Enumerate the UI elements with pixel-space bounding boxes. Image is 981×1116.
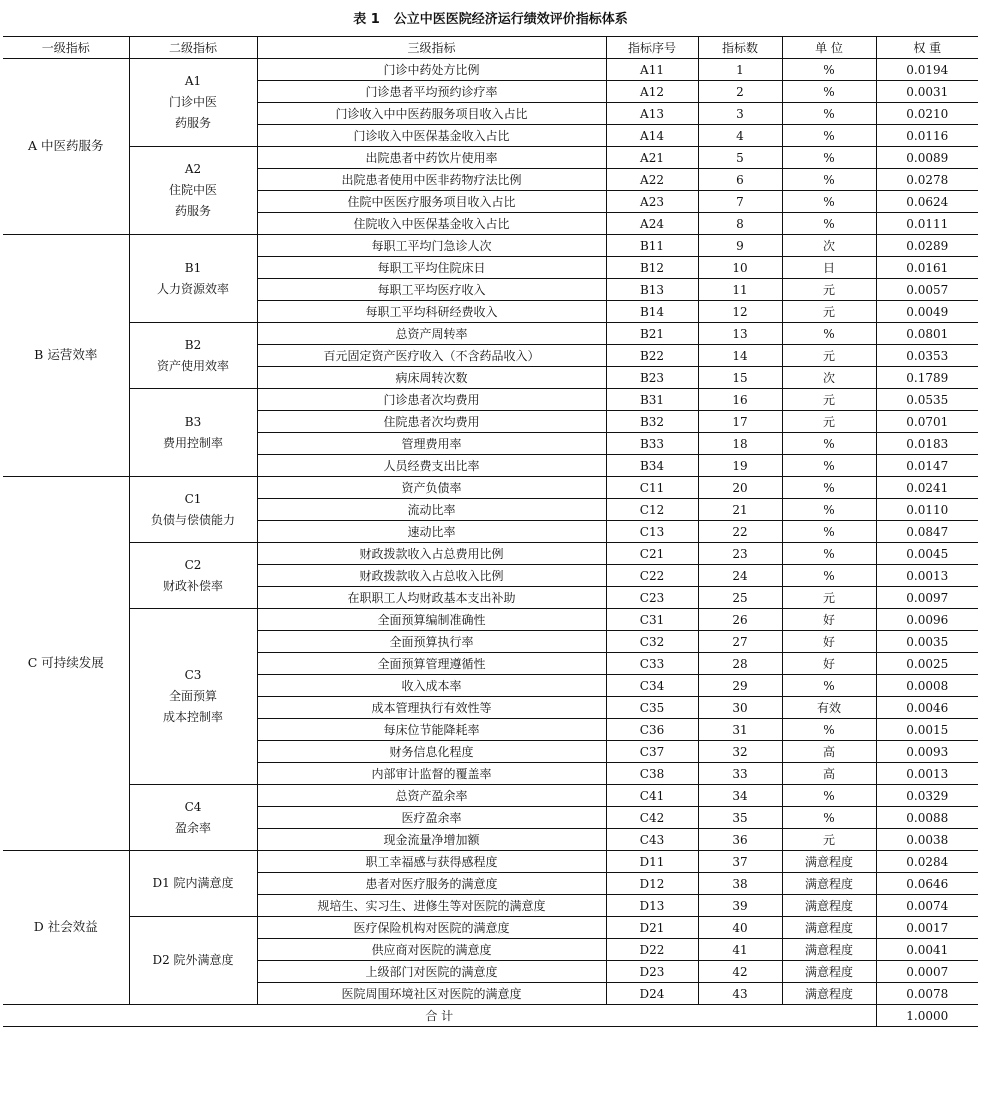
count-cell: 39 [698,895,782,917]
count-cell: 36 [698,829,782,851]
level2-cell [129,147,257,235]
count-cell: 13 [698,323,782,345]
weight-cell: 0.0278 [876,169,978,191]
level3-cell: 成本管理执行有效性等 [257,697,606,719]
weight-cell: 0.0031 [876,81,978,103]
code-cell: C31 [606,609,698,631]
header-count: 指标数 [698,37,782,59]
count-cell: 8 [698,213,782,235]
level3-cell: 医院周围环境社区对医院的满意度 [257,983,606,1005]
count-cell: 22 [698,521,782,543]
count-cell: 25 [698,587,782,609]
header-unit: 单 位 [782,37,876,59]
code-cell: D24 [606,983,698,1005]
level2-line: A2 [184,162,202,176]
table-row [3,851,978,873]
level2-cell [129,917,257,1005]
code-cell: D21 [606,917,698,939]
level3-cell: 每职工平均医疗收入 [257,279,606,301]
unit-cell: 满意程度 [782,873,876,895]
level2-cell [129,785,257,851]
code-cell: C41 [606,785,698,807]
count-cell: 4 [698,125,782,147]
code-cell: C21 [606,543,698,565]
level2-line: 资产使用效率 [156,358,229,373]
level3-cell: 内部审计监督的覆盖率 [257,763,606,785]
code-cell: C38 [606,763,698,785]
unit-cell: % [782,807,876,829]
table-row [3,785,978,807]
count-cell: 26 [698,609,782,631]
level3-cell: 总资产周转率 [257,323,606,345]
weight-cell: 0.0116 [876,125,978,147]
code-cell: A23 [606,191,698,213]
code-cell: B23 [606,367,698,389]
level2-cell [129,235,257,323]
level3-cell: 百元固定资产医疗收入（不含药品收入） [257,345,606,367]
code-cell: D13 [606,895,698,917]
level3-cell: 职工幸福感与获得感程度 [257,851,606,873]
unit-cell: % [782,323,876,345]
level2-cell [129,477,257,543]
code-cell: B22 [606,345,698,367]
level3-cell: 流动比率 [257,499,606,521]
weight-cell: 0.0078 [876,983,978,1005]
code-cell: A11 [606,59,698,81]
header-weight: 权 重 [876,37,978,59]
code-cell: A22 [606,169,698,191]
unit-cell: % [782,125,876,147]
count-cell: 9 [698,235,782,257]
unit-cell: % [782,455,876,477]
code-cell: C32 [606,631,698,653]
count-cell: 35 [698,807,782,829]
level2-line: B2 [184,337,202,352]
code-cell: B32 [606,411,698,433]
weight-cell: 0.0093 [876,741,978,763]
unit-cell: 元 [782,411,876,433]
level3-cell: 每职工平均住院床日 [257,257,606,279]
code-cell: C36 [606,719,698,741]
unit-cell: 元 [782,829,876,851]
unit-cell: % [782,81,876,103]
unit-cell: % [782,565,876,587]
weight-cell: 0.0046 [876,697,978,719]
unit-cell: 高 [782,763,876,785]
weight-cell: 0.0057 [876,279,978,301]
level3-cell: 资产负债率 [257,477,606,499]
code-cell: C23 [606,587,698,609]
weight-cell: 0.0049 [876,301,978,323]
table-row [3,477,978,499]
level3-cell: 出院患者使用中医非药物疗法比例 [257,169,606,191]
unit-cell: % [782,147,876,169]
unit-cell: % [782,543,876,565]
total-row [3,1005,978,1027]
count-cell: 30 [698,697,782,719]
weight-cell: 0.1789 [876,367,978,389]
code-cell: B21 [606,323,698,345]
weight-cell: 0.0147 [876,455,978,477]
total-label: 合 计 [3,1005,876,1027]
level2-line: B1 [184,260,202,275]
level3-cell: 每职工平均门急诊人次 [257,235,606,257]
unit-cell: % [782,521,876,543]
count-cell: 1 [698,59,782,81]
level2-line: 全面预算 [168,689,217,703]
table-row [3,235,978,257]
count-cell: 28 [698,653,782,675]
unit-cell: 元 [782,345,876,367]
code-cell: B33 [606,433,698,455]
weight-cell: 0.0041 [876,939,978,961]
level3-cell: 出院患者中药饮片使用率 [257,147,606,169]
weight-cell: 0.0329 [876,785,978,807]
code-cell: C12 [606,499,698,521]
count-cell: 20 [698,477,782,499]
code-cell: D23 [606,961,698,983]
weight-cell: 0.0210 [876,103,978,125]
weight-cell: 0.0289 [876,235,978,257]
unit-cell: 满意程度 [782,917,876,939]
table-row [3,543,978,565]
unit-cell: % [782,785,876,807]
weight-cell: 0.0096 [876,609,978,631]
weight-cell: 0.0110 [876,499,978,521]
unit-cell: % [782,719,876,741]
count-cell: 7 [698,191,782,213]
table-row [3,323,978,345]
table-title [0,8,981,27]
count-cell: 34 [698,785,782,807]
level2-cell [129,543,257,609]
weight-cell: 0.0241 [876,477,978,499]
weight-cell: 0.0535 [876,389,978,411]
level3-cell: 总资产盈余率 [257,785,606,807]
unit-cell: 高 [782,741,876,763]
level2-line: 药服务 [174,204,211,218]
weight-cell: 0.0025 [876,653,978,675]
unit-cell: % [782,103,876,125]
weight-cell: 0.0007 [876,961,978,983]
count-cell: 41 [698,939,782,961]
count-cell: 16 [698,389,782,411]
count-cell: 27 [698,631,782,653]
weight-cell: 0.0015 [876,719,978,741]
unit-cell: 元 [782,587,876,609]
table-row [3,609,978,631]
unit-cell: 有效 [782,697,876,719]
header-code: 指标序号 [606,37,698,59]
count-cell: 14 [698,345,782,367]
unit-cell: 次 [782,367,876,389]
unit-cell: 满意程度 [782,983,876,1005]
code-cell: A14 [606,125,698,147]
code-cell: C35 [606,697,698,719]
level3-cell: 财务信息化程度 [257,741,606,763]
code-cell: C34 [606,675,698,697]
level2-line: C4 [184,799,202,814]
weight-cell: 0.0111 [876,213,978,235]
level3-cell: 上级部门对医院的满意度 [257,961,606,983]
level3-cell: 速动比率 [257,521,606,543]
level3-cell: 管理费用率 [257,433,606,455]
code-cell: C43 [606,829,698,851]
count-cell: 42 [698,961,782,983]
code-cell: C13 [606,521,698,543]
code-cell: B14 [606,301,698,323]
level3-cell: 每职工平均科研经费收入 [257,301,606,323]
weight-cell: 0.0088 [876,807,978,829]
count-cell: 43 [698,983,782,1005]
unit-cell: 元 [782,301,876,323]
weight-cell: 0.0097 [876,587,978,609]
level2-line: B3 [184,414,202,429]
level3-cell: 在职职工人均财政基本支出补助 [257,587,606,609]
count-cell: 24 [698,565,782,587]
level2-line: 负债与偿债能力 [150,512,235,527]
count-cell: 17 [698,411,782,433]
table-row [3,389,978,411]
code-cell: C33 [606,653,698,675]
level3-cell: 患者对医疗服务的满意度 [257,873,606,895]
unit-cell: % [782,499,876,521]
table-number: 表 1 [353,12,380,27]
weight-cell: 0.0194 [876,59,978,81]
table-caption: 公立中医医院经济运行绩效评价指标体系 [393,12,628,27]
weight-cell: 0.0646 [876,873,978,895]
code-cell: A12 [606,81,698,103]
level1-cell: B 运营效率 [3,235,129,477]
unit-cell: 满意程度 [782,961,876,983]
unit-cell: 好 [782,631,876,653]
count-cell: 38 [698,873,782,895]
code-cell: A21 [606,147,698,169]
total-value: 1.0000 [876,1005,978,1027]
count-cell: 23 [698,543,782,565]
level3-cell: 供应商对医院的满意度 [257,939,606,961]
unit-cell: % [782,191,876,213]
unit-cell: 好 [782,653,876,675]
code-cell: D11 [606,851,698,873]
unit-cell: 满意程度 [782,895,876,917]
unit-cell: % [782,169,876,191]
level2-line: D1 院内满意度 [152,876,234,890]
level1-cell: D 社会效益 [3,851,129,1005]
weight-cell: 0.0161 [876,257,978,279]
weight-cell: 0.0624 [876,191,978,213]
weight-cell: 0.0089 [876,147,978,169]
weight-cell: 0.0074 [876,895,978,917]
table-row [3,59,978,81]
count-cell: 19 [698,455,782,477]
code-cell: C42 [606,807,698,829]
level3-cell: 门诊患者平均预约诊疗率 [257,81,606,103]
count-cell: 6 [698,169,782,191]
level2-line: C2 [184,557,202,572]
level2-cell [129,851,257,917]
unit-cell: 元 [782,389,876,411]
weight-cell: 0.0013 [876,565,978,587]
code-cell: B31 [606,389,698,411]
level2-line: 财政补偿率 [162,578,223,593]
count-cell: 32 [698,741,782,763]
level3-cell: 门诊收入中中医药服务项目收入占比 [257,103,606,125]
weight-cell: 0.0017 [876,917,978,939]
level3-cell: 门诊中药处方比例 [257,59,606,81]
level3-cell: 规培生、实习生、进修生等对医院的满意度 [257,895,606,917]
level2-cell [129,59,257,147]
indicator-table [3,36,978,1027]
code-cell: B13 [606,279,698,301]
code-cell: D22 [606,939,698,961]
level1-cell: C 可持续发展 [3,477,129,851]
level3-cell: 全面预算编制准确性 [257,609,606,631]
code-cell: B11 [606,235,698,257]
table-body [3,59,978,1027]
code-cell: C11 [606,477,698,499]
code-cell: A13 [606,103,698,125]
unit-cell: % [782,213,876,235]
unit-cell: % [782,675,876,697]
count-cell: 21 [698,499,782,521]
count-cell: 15 [698,367,782,389]
level3-cell: 每床位节能降耗率 [257,719,606,741]
header-row [3,37,978,59]
count-cell: 37 [698,851,782,873]
level3-cell: 全面预算管理遵循性 [257,653,606,675]
level3-cell: 住院收入中医保基金收入占比 [257,213,606,235]
table-row [3,147,978,169]
unit-cell: 元 [782,279,876,301]
header-level2: 二级指标 [129,37,257,59]
weight-cell: 0.0183 [876,433,978,455]
weight-cell: 0.0801 [876,323,978,345]
unit-cell: 满意程度 [782,851,876,873]
level3-cell: 财政拨款收入占总收入比例 [257,565,606,587]
level3-cell: 医疗盈余率 [257,807,606,829]
level3-cell: 人员经费支出比率 [257,455,606,477]
level2-line: 费用控制率 [162,435,223,450]
weight-cell: 0.0284 [876,851,978,873]
level3-cell: 全面预算执行率 [257,631,606,653]
level3-cell: 门诊患者次均费用 [257,389,606,411]
header-level3: 三级指标 [257,37,606,59]
weight-cell: 0.0353 [876,345,978,367]
count-cell: 12 [698,301,782,323]
level3-cell: 病床周转次数 [257,367,606,389]
unit-cell: 满意程度 [782,939,876,961]
unit-cell: % [782,433,876,455]
level2-cell [129,389,257,477]
unit-cell: 次 [782,235,876,257]
level2-line: D2 院外满意度 [152,953,234,967]
weight-cell: 0.0701 [876,411,978,433]
count-cell: 31 [698,719,782,741]
level2-line: 药服务 [174,116,211,130]
weight-cell: 0.0038 [876,829,978,851]
level2-line: C3 [184,668,202,682]
weight-cell: 0.0008 [876,675,978,697]
weight-cell: 0.0013 [876,763,978,785]
code-cell: B34 [606,455,698,477]
level2-cell [129,609,257,785]
level3-cell: 现金流量净增加额 [257,829,606,851]
count-cell: 2 [698,81,782,103]
code-cell: B12 [606,257,698,279]
level3-cell: 住院中医医疗服务项目收入占比 [257,191,606,213]
level2-line: 成本控制率 [162,710,223,724]
count-cell: 18 [698,433,782,455]
table-row [3,917,978,939]
code-cell: C22 [606,565,698,587]
weight-cell: 0.0045 [876,543,978,565]
weight-cell: 0.0035 [876,631,978,653]
level3-cell: 医疗保险机构对医院的满意度 [257,917,606,939]
level2-line: C1 [184,491,202,506]
unit-cell: 日 [782,257,876,279]
count-cell: 40 [698,917,782,939]
code-cell: A24 [606,213,698,235]
level2-line: 盈余率 [174,820,211,835]
code-cell: C37 [606,741,698,763]
unit-cell: % [782,59,876,81]
count-cell: 29 [698,675,782,697]
count-cell: 33 [698,763,782,785]
weight-cell: 0.0847 [876,521,978,543]
level2-line: A1 [184,74,202,88]
level1-cell: A 中医药服务 [3,59,129,235]
unit-cell: 好 [782,609,876,631]
count-cell: 10 [698,257,782,279]
level2-line: 住院中医 [168,183,217,197]
level2-line: 门诊中医 [168,95,217,109]
code-cell: D12 [606,873,698,895]
level3-cell: 住院患者次均费用 [257,411,606,433]
count-cell: 3 [698,103,782,125]
level3-cell: 财政拨款收入占总费用比例 [257,543,606,565]
level2-cell [129,323,257,389]
header-level1: 一级指标 [3,37,129,59]
unit-cell: % [782,477,876,499]
level2-line: 人力资源效率 [156,281,229,296]
level3-cell: 收入成本率 [257,675,606,697]
count-cell: 11 [698,279,782,301]
level3-cell: 门诊收入中医保基金收入占比 [257,125,606,147]
count-cell: 5 [698,147,782,169]
